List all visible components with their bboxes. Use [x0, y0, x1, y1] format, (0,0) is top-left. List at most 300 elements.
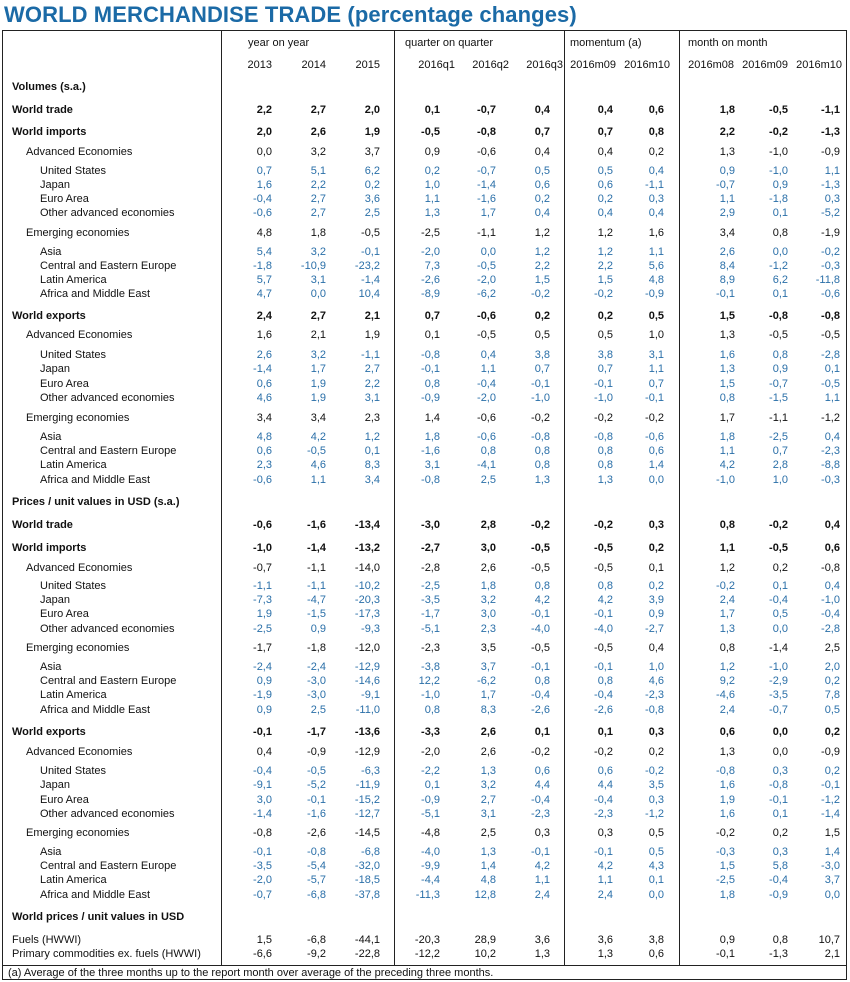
table-cell: 2,1 — [310, 329, 326, 341]
table-cell: -1,0 — [769, 165, 788, 177]
table-cell: 0,1 — [648, 874, 664, 886]
table-cell: 1,8 — [480, 580, 496, 592]
table-cell: 0,1 — [424, 779, 440, 791]
table-cell: 5,7 — [256, 274, 272, 286]
table-cell: -5,7 — [307, 874, 326, 886]
table-cell: -7,3 — [253, 594, 272, 606]
table-cell: 0,1 — [424, 329, 440, 341]
table-cell: -0,9 — [421, 794, 440, 806]
table-row — [0, 641, 850, 655]
table-cell: 2,0 — [364, 104, 380, 116]
table-cell: 0,4 — [534, 104, 550, 116]
table-cell: 3,1 — [364, 392, 380, 404]
table-cell: 0,4 — [534, 146, 550, 158]
table-cell: 1,1 — [648, 363, 664, 375]
table-cell: 4,2 — [534, 594, 550, 606]
table-cell: 0,7 — [772, 445, 788, 457]
row-label: World trade — [12, 104, 73, 116]
table-row — [0, 444, 850, 458]
table-cell: 8,9 — [719, 274, 735, 286]
table-cell: -8,9 — [421, 288, 440, 300]
table-cell: 1,3 — [719, 363, 735, 375]
table-cell: 0,6 — [648, 104, 664, 116]
row-label: World exports — [12, 310, 86, 322]
table-row — [0, 430, 850, 444]
table-cell: 1,8 — [310, 227, 326, 239]
table-cell: -0,9 — [307, 746, 326, 758]
table-cell: 7,3 — [424, 260, 440, 272]
table-cell: -4,8 — [421, 827, 440, 839]
period-header: 2016q3 — [526, 59, 563, 71]
table-cell: 1,1 — [424, 193, 440, 205]
table-cell: 0,5 — [648, 310, 664, 322]
table-cell: 0,4 — [597, 104, 613, 116]
table-cell: -0,1 — [531, 661, 550, 673]
table-row — [0, 873, 850, 887]
table-cell: 2,8 — [480, 519, 496, 531]
table-cell: -9,1 — [253, 779, 272, 791]
table-cell: 0,4 — [648, 165, 664, 177]
table-cell: -0,8 — [253, 827, 272, 839]
table-cell: 0,1 — [597, 726, 613, 738]
table-cell: 10,4 — [358, 288, 380, 300]
table-cell: -1,0 — [531, 392, 550, 404]
table-cell: -1,7 — [307, 726, 326, 738]
table-cell: 3,5 — [480, 642, 496, 654]
table-cell: -0,9 — [821, 746, 840, 758]
table-cell: 12,8 — [474, 889, 496, 901]
period-header: 2016q2 — [472, 59, 509, 71]
table-cell: -0,4 — [253, 193, 272, 205]
table-cell: -1,3 — [821, 126, 840, 138]
table-cell: -3,0 — [821, 860, 840, 872]
table-cell: -0,8 — [477, 126, 496, 138]
table-cell: -1,1 — [307, 562, 326, 574]
table-cell: 4,6 — [648, 675, 664, 687]
table-cell: 1,6 — [719, 349, 735, 361]
row-label: United States — [40, 580, 107, 592]
table-cell: 0,3 — [597, 827, 613, 839]
table-cell: -1,1 — [769, 412, 788, 424]
table-cell: 2,3 — [256, 459, 272, 471]
table-cell: -4,4 — [421, 874, 440, 886]
table-cell: 10,2 — [474, 948, 496, 960]
table-cell: 0,3 — [648, 519, 664, 531]
table-cell: -0,5 — [477, 329, 496, 341]
table-cell: 2,7 — [310, 207, 326, 219]
table-cell: -12,2 — [414, 948, 440, 960]
table-cell: 3,2 — [310, 146, 326, 158]
table-cell: 0,0 — [772, 726, 788, 738]
table-cell: 0,8 — [648, 126, 664, 138]
table-cell: 0,2 — [648, 580, 664, 592]
table-cell: 1,3 — [597, 474, 613, 486]
table-cell: -1,2 — [821, 794, 840, 806]
table-cell: -0,5 — [821, 329, 840, 341]
row-label: Africa and Middle East — [40, 288, 151, 300]
row-label: Emerging economies — [26, 412, 130, 424]
table-cell: -2,0 — [253, 874, 272, 886]
table-cell: -0,5 — [594, 562, 613, 574]
table-cell: -3,0 — [307, 689, 326, 701]
table-cell: 1,1 — [480, 363, 496, 375]
table-row — [0, 348, 850, 362]
table-cell: -0,1 — [531, 608, 550, 620]
table-cell: -1,4 — [477, 179, 496, 191]
table-row — [0, 674, 850, 688]
row-label: Africa and Middle East — [40, 889, 151, 901]
table-cell: -1,0 — [821, 594, 840, 606]
table-cell: 0,1 — [824, 363, 840, 375]
table-cell: 3,2 — [310, 349, 326, 361]
table-cell: -0,2 — [531, 519, 550, 531]
table-cell: 0,1 — [364, 445, 380, 457]
table-cell: 3,5 — [648, 779, 664, 791]
table-cell: -0,5 — [769, 542, 788, 554]
table-cell: 2,7 — [310, 193, 326, 205]
row-label: United States — [40, 349, 107, 361]
table-row — [0, 778, 850, 792]
table-cell: -0,2 — [594, 746, 613, 758]
table-cell: 0,6 — [648, 948, 664, 960]
table-cell: -37,8 — [354, 889, 380, 901]
table-cell: -15,2 — [354, 794, 380, 806]
table-cell: -0,2 — [645, 765, 664, 777]
table-cell: -6,6 — [253, 948, 272, 960]
table-cell: -0,5 — [361, 227, 380, 239]
table-cell: -1,1 — [821, 104, 840, 116]
table-cell: 0,2 — [772, 827, 788, 839]
table-cell: -6,3 — [361, 765, 380, 777]
table-cell: 0,6 — [534, 765, 550, 777]
table-cell: -3,0 — [421, 519, 440, 531]
table-cell: 1,5 — [719, 860, 735, 872]
table-cell: -0,6 — [821, 288, 840, 300]
table-cell: 1,7 — [719, 608, 735, 620]
table-cell: -0,8 — [307, 846, 326, 858]
table-cell: 1,1 — [719, 542, 735, 554]
row-label: Asia — [40, 661, 62, 673]
table-cell: 2,4 — [719, 704, 735, 716]
table-row — [0, 245, 850, 259]
table-cell: 3,1 — [648, 349, 664, 361]
table-cell: 1,4 — [824, 846, 840, 858]
row-label: Asia — [40, 431, 62, 443]
table-cell: 1,3 — [534, 948, 550, 960]
table-cell: 1,5 — [534, 274, 550, 286]
table-cell: -1,8 — [307, 642, 326, 654]
row-label: Euro Area — [40, 378, 89, 390]
table-cell: 2,6 — [719, 246, 735, 258]
table-row — [0, 495, 850, 509]
table-cell: 0,8 — [719, 519, 735, 531]
table-cell: 1,0 — [772, 474, 788, 486]
table-cell: -5,1 — [421, 623, 440, 635]
table-cell: -2,0 — [477, 392, 496, 404]
table-cell: 3,9 — [648, 594, 664, 606]
table-cell: 4,2 — [597, 594, 613, 606]
table-cell: 3,8 — [648, 934, 664, 946]
table-cell: 0,8 — [597, 580, 613, 592]
table-cell: -0,2 — [716, 580, 735, 592]
table-cell: -12,0 — [354, 642, 380, 654]
table-row — [0, 579, 850, 593]
table-cell: 2,4 — [719, 594, 735, 606]
table-cell: 3,0 — [480, 608, 496, 620]
table-cell: -9,9 — [421, 860, 440, 872]
table-cell: 1,6 — [648, 227, 664, 239]
table-cell: 0,4 — [648, 207, 664, 219]
table-cell: -5,1 — [421, 808, 440, 820]
table-cell: -0,6 — [477, 146, 496, 158]
table-cell: 2,2 — [534, 260, 550, 272]
table-cell: 1,6 — [256, 179, 272, 191]
table-cell: 0,1 — [772, 288, 788, 300]
table-cell: 8,3 — [364, 459, 380, 471]
table-cell: 0,6 — [597, 179, 613, 191]
table-cell: -0,2 — [531, 412, 550, 424]
table-row — [0, 622, 850, 636]
table-cell: -0,2 — [769, 519, 788, 531]
table-cell: 0,1 — [772, 207, 788, 219]
table-cell: 0,5 — [597, 329, 613, 341]
table-cell: -0,1 — [594, 608, 613, 620]
table-cell: -0,1 — [594, 846, 613, 858]
table-cell: 0,3 — [648, 193, 664, 205]
table-cell: -4,7 — [307, 594, 326, 606]
table-cell: -3,8 — [421, 661, 440, 673]
table-cell: 0,1 — [772, 808, 788, 820]
table-cell: 0,0 — [772, 246, 788, 258]
table-cell: -2,8 — [821, 623, 840, 635]
table-cell: 3,6 — [597, 934, 613, 946]
table-cell: 4,2 — [719, 459, 735, 471]
table-cell: -0,7 — [477, 165, 496, 177]
row-label: United States — [40, 165, 107, 177]
table-cell: -10,2 — [354, 580, 380, 592]
table-cell: 1,2 — [597, 227, 613, 239]
row-label: Central and Eastern Europe — [40, 675, 177, 687]
table-cell: 2,6 — [310, 126, 326, 138]
table-cell: 0,8 — [597, 445, 613, 457]
table-cell: 1,0 — [424, 179, 440, 191]
table-cell: -13,2 — [354, 542, 380, 554]
table-row — [0, 80, 850, 94]
table-cell: 2,2 — [256, 104, 272, 116]
period-header: 2014 — [301, 59, 326, 71]
table-cell: 1,2 — [597, 246, 613, 258]
row-label: Euro Area — [40, 193, 89, 205]
table-cell: -0,7 — [253, 889, 272, 901]
table-cell: 3,1 — [424, 459, 440, 471]
table-cell: -1,0 — [716, 474, 735, 486]
table-cell: 1,6 — [719, 808, 735, 820]
table-cell: -14,5 — [354, 827, 380, 839]
table-cell: -0,4 — [531, 794, 550, 806]
table-cell: 1,9 — [364, 329, 380, 341]
table-row — [0, 703, 850, 717]
table-cell: -20,3 — [354, 594, 380, 606]
row-label: Other advanced economies — [40, 808, 175, 820]
table-cell: -1,2 — [821, 412, 840, 424]
table-cell: -11,9 — [355, 779, 380, 791]
table-cell: 1,8 — [424, 431, 440, 443]
table-cell: 1,5 — [719, 378, 735, 390]
table-cell: -0,8 — [821, 310, 840, 322]
table-cell: 4,3 — [648, 860, 664, 872]
table-cell: 0,7 — [256, 165, 272, 177]
table-cell: -2,6 — [307, 827, 326, 839]
period-header: 2016m09 — [570, 59, 616, 71]
table-cell: 2,5 — [824, 642, 840, 654]
table-cell: -0,4 — [821, 608, 840, 620]
table-cell: -12,7 — [354, 808, 380, 820]
table-cell: -1,6 — [307, 808, 326, 820]
table-cell: 0,1 — [534, 726, 550, 738]
table-cell: -2,9 — [769, 675, 788, 687]
table-row — [0, 145, 850, 159]
table-cell: -1,2 — [645, 808, 664, 820]
row-label: Latin America — [40, 874, 107, 886]
table-row — [0, 541, 850, 555]
table-cell: -0,9 — [821, 146, 840, 158]
row-label: Central and Eastern Europe — [40, 445, 177, 457]
table-cell: -1,1 — [253, 580, 272, 592]
table-cell: 2,3 — [480, 623, 496, 635]
table-cell: -0,3 — [716, 846, 735, 858]
period-header: 2013 — [247, 59, 272, 71]
table-cell: -0,5 — [307, 445, 326, 457]
table-cell: 0,8 — [424, 704, 440, 716]
row-label: Japan — [40, 594, 70, 606]
table-cell: 0,5 — [648, 846, 664, 858]
period-header: 2016q1 — [418, 59, 455, 71]
table-cell: 3,4 — [256, 412, 272, 424]
table-cell: 4,8 — [648, 274, 664, 286]
table-cell: -0,7 — [477, 104, 496, 116]
table-cell: -4,1 — [477, 459, 496, 471]
table-cell: 1,3 — [719, 746, 735, 758]
table-cell: -0,5 — [594, 642, 613, 654]
table-cell: 0,4 — [824, 519, 840, 531]
table-cell: 1,5 — [256, 934, 272, 946]
table-cell: 1,3 — [597, 948, 613, 960]
table-row — [0, 845, 850, 859]
table-cell: -0,2 — [645, 412, 664, 424]
table-cell: 2,6 — [256, 349, 272, 361]
table-cell: 0,9 — [256, 675, 272, 687]
table-cell: -2,0 — [477, 274, 496, 286]
table-cell: -2,5 — [421, 580, 440, 592]
table-cell: -20,3 — [414, 934, 440, 946]
table-row — [0, 103, 850, 117]
table-cell: -1,0 — [769, 146, 788, 158]
table-cell: -5,4 — [307, 860, 326, 872]
table-cell: -0,8 — [645, 704, 664, 716]
table-cell: -11,0 — [355, 704, 380, 716]
table-cell: 4,2 — [310, 431, 326, 443]
table-cell: -3,5 — [253, 860, 272, 872]
table-row — [0, 309, 850, 323]
table-cell: 3,2 — [310, 246, 326, 258]
table-cell: 0,4 — [597, 146, 613, 158]
table-cell: 2,5 — [310, 704, 326, 716]
table-cell: 2,1 — [824, 948, 840, 960]
table-cell: -1,9 — [253, 689, 272, 701]
row-label: Fuels (HWWI) — [12, 934, 82, 946]
table-cell: 2,1 — [364, 310, 380, 322]
table-cell: 28,9 — [474, 934, 496, 946]
table-cell: -2,8 — [821, 349, 840, 361]
table-cell: 1,0 — [648, 329, 664, 341]
row-label: Advanced Economies — [26, 329, 133, 341]
table-cell: -2,7 — [645, 623, 664, 635]
table-cell: 0,4 — [648, 642, 664, 654]
table-cell: 2,4 — [256, 310, 272, 322]
table-cell: 2,7 — [310, 310, 326, 322]
table-cell: 0,7 — [648, 378, 664, 390]
table-cell: 3,2 — [480, 594, 496, 606]
table-cell: -2,5 — [253, 623, 272, 635]
table-cell: -1,4 — [253, 808, 272, 820]
table-cell: 3,1 — [310, 274, 326, 286]
table-cell: -1,4 — [307, 542, 326, 554]
footnote: (a) Average of the three months up to the report month over average of the preceding three months. — [8, 967, 494, 979]
table-cell: 0,2 — [534, 310, 550, 322]
table-cell: -18,5 — [354, 874, 380, 886]
table-cell: 2,2 — [597, 260, 613, 272]
table-cell: 2,6 — [480, 562, 496, 574]
row-label: Emerging economies — [26, 227, 130, 239]
table-cell: -0,5 — [821, 378, 840, 390]
row-label: World imports — [12, 126, 87, 138]
table-cell: 6,2 — [364, 165, 380, 177]
table-cell: -0,9 — [769, 889, 788, 901]
table-cell: -1,2 — [769, 260, 788, 272]
table-cell: 1,5 — [597, 274, 613, 286]
table-cell: -0,3 — [821, 260, 840, 272]
table-cell: 0,5 — [534, 329, 550, 341]
table-cell: -1,6 — [421, 445, 440, 457]
table-cell: 1,7 — [310, 363, 326, 375]
table-cell: 4,2 — [534, 860, 550, 872]
table-cell: -0,1 — [421, 363, 440, 375]
table-cell: 4,8 — [256, 227, 272, 239]
table-cell: -0,1 — [253, 846, 272, 858]
table-cell: 1,5 — [824, 827, 840, 839]
table-cell: -0,1 — [716, 288, 735, 300]
table-cell: 0,5 — [772, 608, 788, 620]
table-cell: -4,0 — [421, 846, 440, 858]
table-row — [0, 125, 850, 139]
table-cell: 0,8 — [534, 580, 550, 592]
table-cell: 0,9 — [310, 623, 326, 635]
row-label: World prices / unit values in USD — [12, 911, 185, 923]
table-cell: -32,0 — [354, 860, 380, 872]
table-cell: 0,8 — [597, 675, 613, 687]
table-cell: -8,8 — [821, 459, 840, 471]
table-row — [0, 458, 850, 472]
table-cell: 1,9 — [364, 126, 380, 138]
table-cell: 2,3 — [364, 412, 380, 424]
table-cell: 0,7 — [597, 126, 613, 138]
table-cell: -0,8 — [821, 562, 840, 574]
table-cell: 10,7 — [818, 934, 840, 946]
row-label: Other advanced economies — [40, 207, 175, 219]
table-row — [0, 859, 850, 873]
table-cell: -1,4 — [253, 363, 272, 375]
table-cell: 0,2 — [824, 675, 840, 687]
